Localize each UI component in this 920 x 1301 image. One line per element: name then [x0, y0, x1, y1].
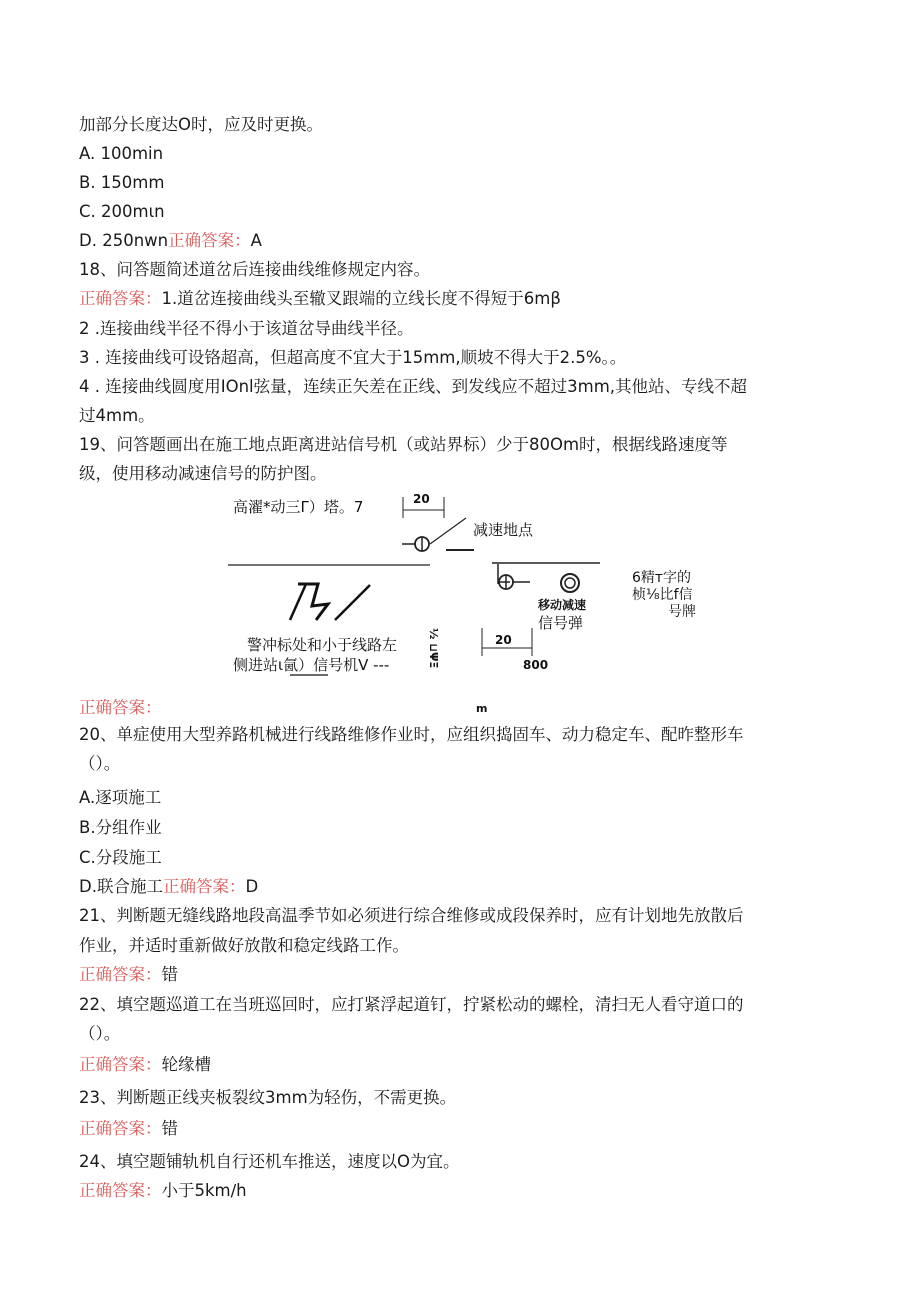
answer-value: 小于5km∕h — [161, 1181, 247, 1200]
answer-value: A — [250, 231, 262, 250]
question-19: 19、问答题画出在施工地点距离进站信号机（或站界标）少于80Om时，根据线路速度等 — [79, 435, 728, 454]
q18-answer-3: 3 . 连接曲线可设铬超高，但超高度不宜大于15mm,顺坡不得大于2.5%。。 — [79, 348, 627, 367]
mobile-slow-label: 移动减速 — [538, 598, 587, 612]
answer-value: 错 — [161, 965, 178, 984]
answer-value: 错 — [161, 1119, 178, 1138]
answer-value: 轮缘槽 — [161, 1055, 211, 1074]
bottom-dimension: 20 — [495, 633, 512, 647]
question-19-cont: 级，使用移动减速信号的防护图。 — [79, 464, 327, 483]
q21-answer — [79, 964, 178, 986]
unit-label: m — [476, 702, 488, 715]
answer-label: 正确答案： — [79, 698, 162, 717]
mobile-slow-sign — [561, 574, 579, 592]
q17-option-a: A. 100min — [79, 144, 164, 163]
q18-answer-4-cont: 过4mm。 — [79, 406, 155, 425]
question-21: 21、判断题无缝线路地段高温季节如必须进行综合维修或成段保养时，应有计划地先放散后 — [79, 906, 744, 925]
vertical-label: ½ ⊔ΨΞ — [427, 628, 440, 669]
q17-option-c: C. 200mιn — [79, 202, 165, 221]
answer-value: D — [245, 877, 259, 896]
warn-label-2: 侧进站ι氤）信号机V --- — [233, 656, 390, 674]
question-22-cont: （）。 — [79, 1024, 121, 1043]
warn-label-1: 警冲标处和小于线路左 — [247, 636, 398, 654]
q20-option-b: B.分组作业 — [79, 818, 162, 837]
q22-answer — [79, 1054, 211, 1076]
question-20: 20、单症使用大型养路机械进行线路维修作业时，应组织捣固车、动力稳定车、配昨整形车 — [79, 725, 744, 744]
q18-answer-2: 2 .连接曲线半径不得小于该道岔导曲线半径。 — [79, 319, 414, 338]
distance-label: 800 — [523, 658, 549, 672]
answer-label: 正确答案： — [79, 965, 162, 984]
q23-answer — [79, 1118, 178, 1140]
protection-diagram — [220, 488, 720, 688]
top-dimension: 20 — [413, 492, 430, 506]
right-label-2: 桢⅛比f信 — [632, 587, 693, 603]
question-22: 22、填空题巡道工在当班巡回时，应打紧浮起道钉，拧紧松动的螺栓，清扫无人看守道口的 — [79, 995, 744, 1014]
question-20-cont: （）。 — [79, 754, 121, 773]
q17-option-d: D. 250nwn正确答案：A — [79, 231, 262, 250]
question-24: 24、填空题铺轨机自行还机车推送，速度以O为宜。 — [79, 1152, 460, 1171]
q20-option-d: D.联合施工正确答案：D — [79, 877, 259, 896]
q18-answer-1: 正确答案：1.道岔连接曲线头至辙叉跟端的立线长度不得短于6mβ — [79, 289, 561, 308]
answer-label: 正确答案： — [79, 1119, 162, 1138]
q20-option-a: A.逐项施工 — [79, 788, 162, 807]
top-label: 高濯*动三Γ）塔。7 — [233, 498, 364, 516]
signal-label: 信号弹 — [538, 614, 584, 632]
q17-option-b: B. 150mm — [79, 173, 165, 192]
answer-label: 正确答案： — [162, 877, 246, 896]
right-label-1: 6精т字的 — [632, 570, 692, 586]
answer-label: 正确答案： — [79, 1181, 162, 1200]
answer-label: 正确答案： — [168, 231, 251, 250]
question-17-stem-tail: 加部分长度达O时，应及时更换。 — [79, 115, 323, 134]
q20-option-c: C.分段施工 — [79, 848, 162, 867]
slow-point-label: 减速地点 — [473, 521, 534, 539]
answer-label: 正确答案： — [79, 289, 162, 308]
answer-label: 正确答案： — [79, 1055, 162, 1074]
q24-answer — [79, 1180, 247, 1202]
question-18: 18、问答题简述道岔后连接曲线维修规定内容。 — [79, 260, 430, 279]
leader-line — [430, 518, 466, 544]
question-23: 23、判断题正线夹板裂纹3mm为轻伤，不需更换。 — [79, 1088, 457, 1107]
right-label-3: 号牌 — [668, 604, 696, 620]
q18-answer-4: 4 . 连接曲线圆度用IOnl弦量，连续正矢差在正线、到发线应不超过3mm,其他站、专线不超 — [79, 377, 748, 396]
q19-answer — [79, 697, 162, 719]
question-21-cont: 作业，并适时重新做好放散和稳定线路工作。 — [79, 936, 409, 955]
